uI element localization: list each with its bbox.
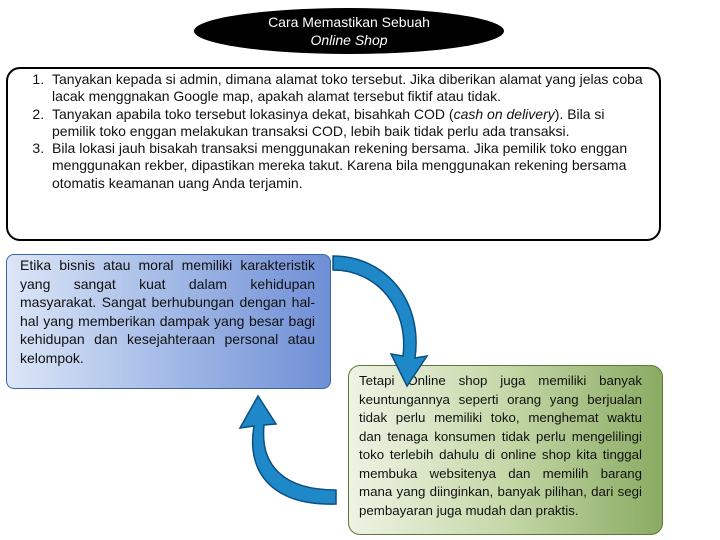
ethics-text: Etika bisnis atau moral memiliki karakteristik yang sangat kuat dalam kehidupan masyarakat. Sangat berhubungan dengan hal-hal yang memberikan dampak yang besar bagi kehidupan dan kesejahteraan personal atau kelompok. [20, 257, 315, 366]
title-line-1: Cara Memastikan Sebuah [268, 14, 430, 30]
curved-arrow-right-icon [325, 250, 435, 390]
curved-arrow-left-icon [232, 392, 342, 512]
step-item-2-text-a: Tanyakan apabila toko tersebut lokasinya dekat, bisahkah COD ( [52, 105, 454, 122]
online-shop-text: Tetapi Online shop juga memiliki banyak keuntungannya seperti orang yang berjualan tidak perlu memiliki toko, menghemat waktu dan tenaga konsumen tidak perlu mengelilingi toko terlebih dahulu di online shop kita tinggal membuka websitenya dan memilih barang mana yang diinginkan, banyak pilihan, dari segi pembayaran juga mudah dan praktis. [359, 373, 642, 518]
step-item-2-text-b: ). Bila si pemilik toko enggan melakukan transaksi COD, lebih baik tidak perlu ada transaksi. [52, 105, 605, 139]
step-item-2-italic: cash on delivery [453, 105, 555, 122]
ethics-box [6, 254, 331, 389]
title-ellipse [194, 8, 504, 54]
step-item-3: 3. Bila lokasi jauh bisakah transaksi menggunakan rekening bersama. Jika pemilik toko enggan menggunakan rekber, dipastikan mereka takut. Karena bila menggunakan rekening bersama otomatis keamanan uang Anda terjamin. [48, 140, 649, 192]
step-item-2 [48, 106, 649, 141]
steps-list [22, 71, 649, 192]
online-shop-box [348, 365, 663, 535]
step-item-1: 1. Tanyakan kepada si admin, dimana alamat toko tersebut. Jika diberikan alamat yang jelas coba lacak menggnakan Google map, apakah alamat tersebut fiktif atau tidak. [48, 71, 649, 106]
steps-box [6, 67, 661, 241]
title-line-2: Online Shop [310, 32, 388, 48]
